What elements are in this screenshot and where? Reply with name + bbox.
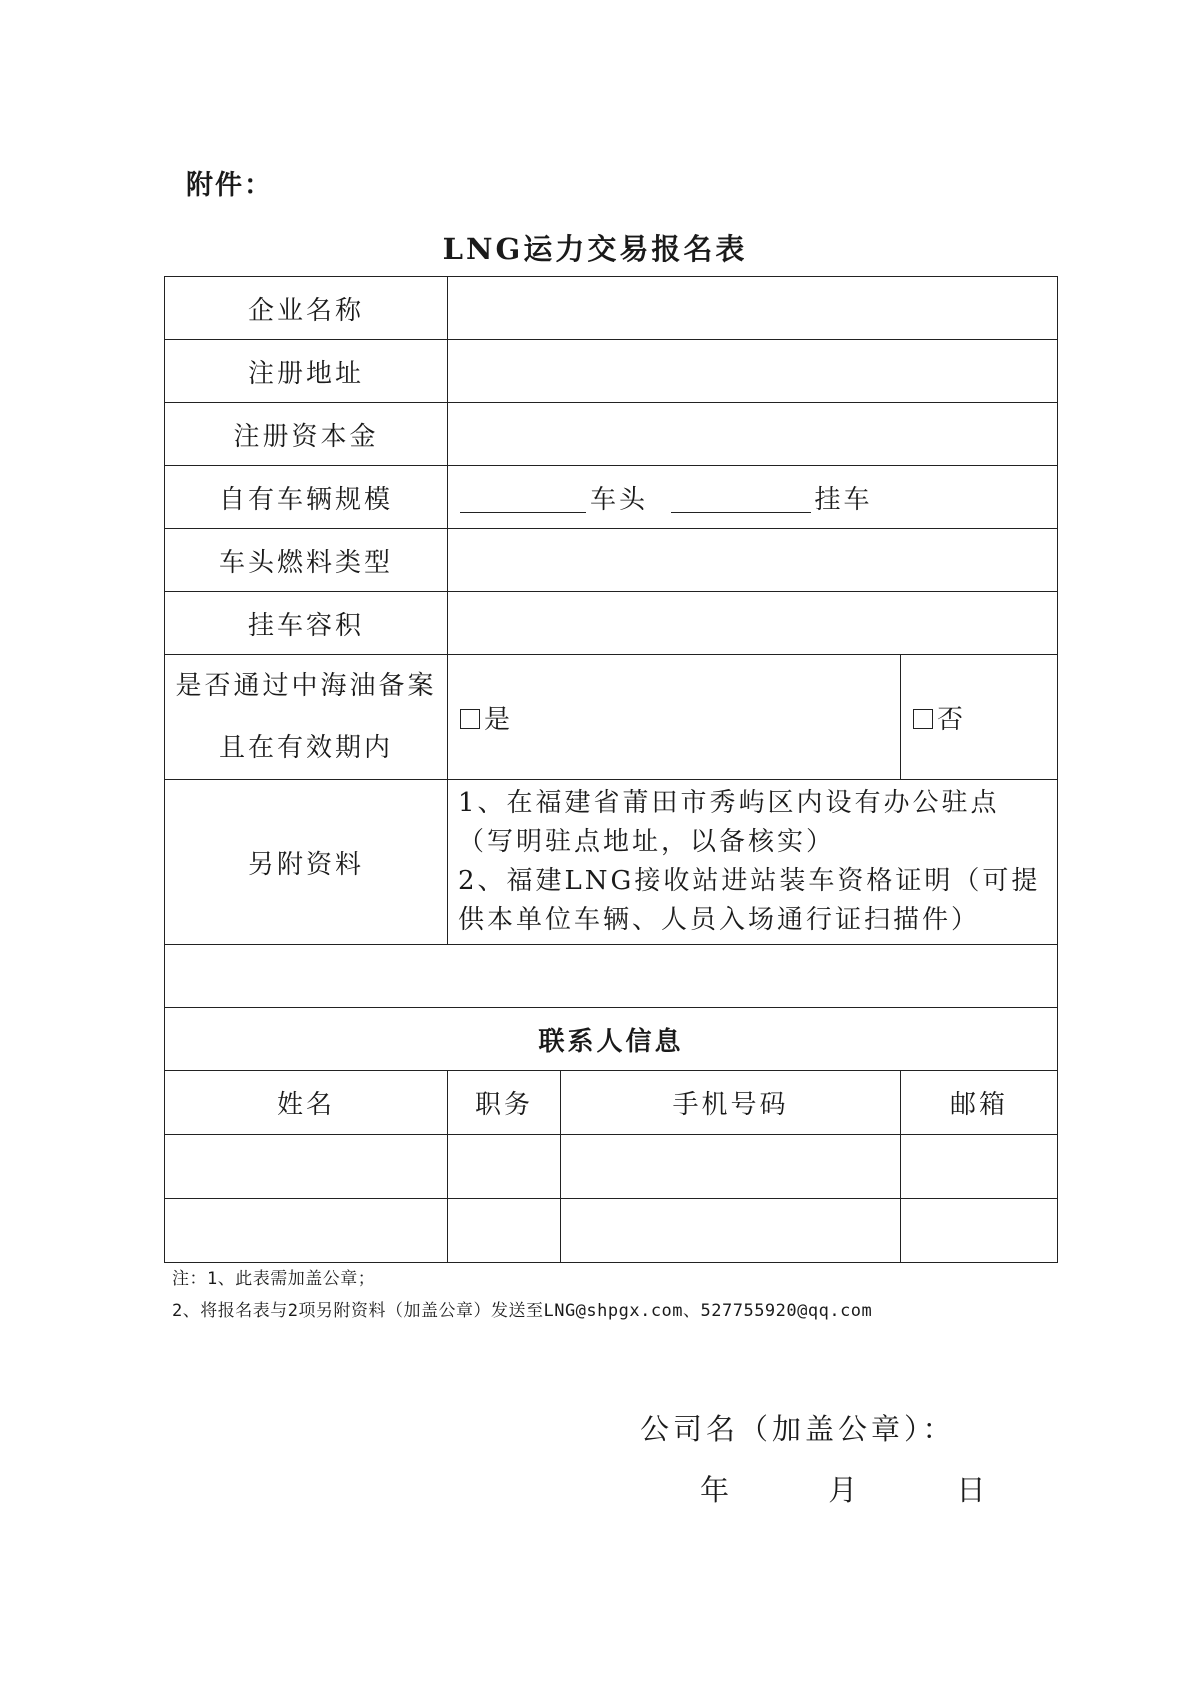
contact-header-phone: 手机号码 (672, 1090, 789, 1120)
contact-header-email: 邮箱 (901, 1071, 1058, 1135)
fuel-type-field[interactable] (448, 529, 1058, 592)
cnooc-question-line2: 且在有效期内 (218, 733, 393, 763)
row-contact-section (165, 1008, 1058, 1071)
contact-phone-cell[interactable] (561, 1199, 901, 1262)
row-fuel-type (165, 529, 1058, 592)
row-company-name (165, 277, 1058, 340)
row-registered-address (165, 340, 1058, 403)
form-notes (172, 1263, 872, 1327)
row-attachments (165, 780, 1058, 945)
registered-capital-field[interactable] (448, 403, 1058, 466)
contact-header-name: 姓名 (165, 1071, 448, 1135)
row-trailer-capacity (165, 592, 1058, 655)
attachment-label: 附件： (186, 170, 273, 201)
option-yes-cell (448, 655, 901, 780)
fuel-type-label: 车头燃料类型 (165, 529, 448, 592)
contact-phone-cell[interactable] (561, 1135, 901, 1198)
registered-address-field[interactable] (448, 340, 1058, 403)
signature-year: 年 (700, 1473, 732, 1507)
contact-header-inner (448, 1071, 900, 1134)
blank-row-cell (165, 945, 1058, 1008)
row-cnooc-filing (165, 655, 1058, 780)
signature-month: 月 (828, 1473, 860, 1507)
trailer-unit: 挂车 (814, 484, 873, 515)
yes-checkbox[interactable] (460, 709, 480, 729)
contact-name-cell[interactable] (165, 1135, 448, 1199)
registered-capital-label: 注册资本金 (165, 403, 448, 466)
cnooc-question-line1: 是否通过中海油备案 (175, 671, 437, 701)
contact-header-position: 职务 (448, 1071, 561, 1134)
contact-row (165, 1135, 1058, 1199)
contact-split-cell (448, 1135, 901, 1199)
company-name-field[interactable] (448, 277, 1058, 340)
note-line-2: 2、将报名表与2项另附资料（加盖公章）发送至LNG@shpgx.com、527755920@qq.com (172, 1301, 873, 1321)
contact-email-cell[interactable] (901, 1199, 1058, 1263)
contact-inner-row (448, 1135, 900, 1198)
registration-form (164, 276, 1058, 1263)
tractor-count-blank[interactable] (460, 488, 586, 513)
vehicle-scale-field (448, 466, 1058, 529)
attachments-list (448, 780, 1058, 945)
contact-header-split (448, 1071, 901, 1135)
attachment-item-1: 1、在福建省莆田市秀屿区内设有办公驻点（写明驻点地址，以备核实） (458, 788, 1000, 857)
contact-name-cell[interactable] (165, 1199, 448, 1263)
contact-section-title: 联系人信息 (165, 1008, 1058, 1071)
row-registered-capital (165, 403, 1058, 466)
signature-company: 公司名（加盖公章）： (640, 1412, 956, 1446)
row-vehicle-scale (165, 466, 1058, 529)
note-line-1: 注：1、此表需加盖公章； (172, 1269, 376, 1289)
contact-row (165, 1199, 1058, 1263)
trailer-capacity-field[interactable] (448, 592, 1058, 655)
contact-position-cell[interactable] (448, 1199, 561, 1262)
contact-header-row (165, 1071, 1058, 1135)
registered-address-label: 注册地址 (165, 340, 448, 403)
contact-position-cell[interactable] (448, 1135, 561, 1198)
signature-date (700, 1468, 1035, 1509)
tractor-unit: 车头 (590, 484, 649, 515)
option-no-label: 否 (937, 704, 967, 735)
option-no-cell (901, 655, 1058, 780)
trailer-count-blank[interactable] (671, 488, 811, 513)
trailer-capacity-label: 挂车容积 (165, 592, 448, 655)
vehicle-scale-label: 自有车辆规模 (165, 466, 448, 529)
option-yes-label: 是 (484, 704, 514, 735)
attachments-label: 另附资料 (165, 780, 448, 945)
row-blank (165, 945, 1058, 1008)
no-checkbox[interactable] (913, 709, 933, 729)
form-title: LNG运力交易报名表 (442, 232, 748, 266)
company-name-label: 企业名称 (165, 277, 448, 340)
contact-email-cell[interactable] (901, 1135, 1058, 1199)
cnooc-filing-label (165, 655, 448, 780)
contact-split-cell (448, 1199, 901, 1263)
contact-inner-row (448, 1199, 900, 1262)
signature-day: 日 (956, 1473, 988, 1507)
attachment-item-2: 2、福建LNG接收站进站装车资格证明（可提供本单位车辆、人员入场通行证扫描件） (458, 866, 1041, 935)
